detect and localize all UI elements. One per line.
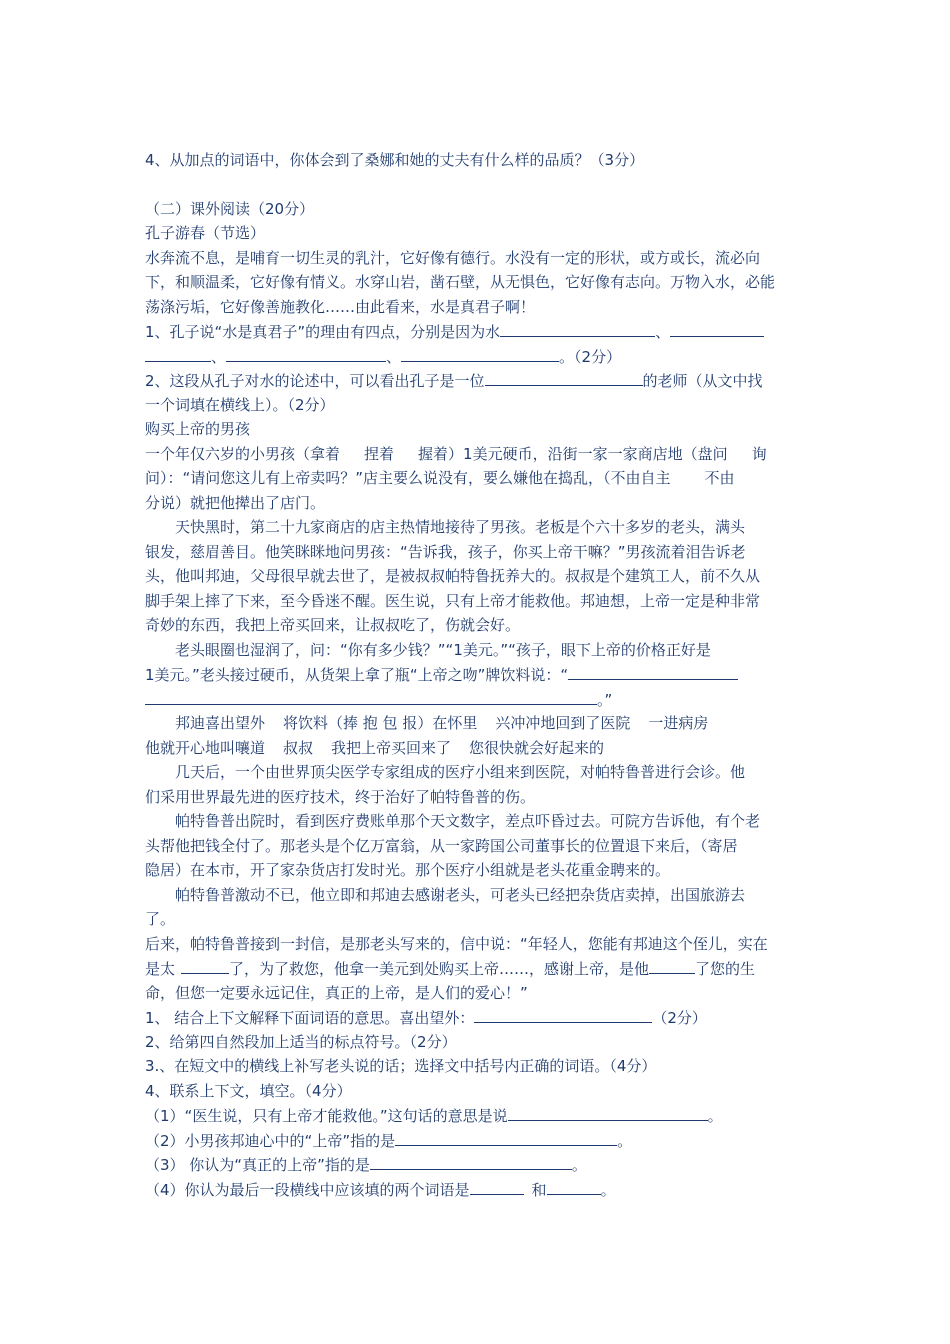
question-1 (145, 1005, 807, 1030)
text-span: 握着）1美元硬币，沿街一家一家商店地（盘问 (418, 444, 728, 463)
question-4-sub-1 (145, 1103, 807, 1128)
answer-blank[interactable] (547, 1177, 601, 1195)
text-span: 一进病房 (648, 714, 709, 732)
text-span: 是太 (145, 960, 176, 978)
answer-blank[interactable] (568, 662, 738, 680)
text-span: 。” (597, 690, 613, 709)
p1-q1-separator: 、 (386, 347, 402, 366)
text-span: 捏着 (364, 444, 395, 463)
question-4: 4、联系上下文，填空。（4分） (145, 1081, 352, 1100)
passage-2-p8-line-1: 后来，帕特鲁普接到一封信，是那老头写来的，信中说：“年轻人，您能有邦迪这个侄儿，实在 (145, 934, 768, 953)
answer-blank[interactable] (670, 319, 764, 337)
p1-q1-separator: 、 (211, 347, 227, 366)
worksheet-page (145, 148, 807, 1201)
text-span: 一个年仅六岁的小男孩（拿着 (145, 444, 341, 463)
answer-blank[interactable] (474, 1005, 652, 1023)
question-4-sub-4 (145, 1177, 807, 1202)
passage-2-p3-line-3 (145, 687, 807, 712)
text-span: 。 (617, 1131, 633, 1150)
answer-blank[interactable] (649, 956, 695, 974)
passage-2-p8-line-3: 命，但您一定要永远记住，真正的上帝，是人们的爱心！” (145, 983, 528, 1002)
text-span: 我把上帝买回来了 (331, 738, 452, 757)
text-span: 询 (751, 444, 767, 463)
text-span: （2分） (652, 1009, 707, 1027)
answer-blank[interactable] (370, 1152, 572, 1170)
answer-blank[interactable] (145, 687, 597, 705)
text-span: （3） 你认为“真正的上帝”指的是 (145, 1156, 370, 1174)
text-span: （1）“医生说，只有上帝才能救他。”这句话的意思是说 (145, 1107, 508, 1125)
text-span: 兴冲冲地回到了医院 (495, 714, 631, 732)
p1-question-1-line-2 (145, 344, 807, 369)
passage-2-p2-line: 天快黑时，第二十九家商店的店主热情地接待了男孩。老板是个六十多岁的老头，满头 (175, 518, 746, 536)
question-2: 2、给第四自然段加上适当的标点符号。（2分） (145, 1032, 457, 1051)
passage-2-p7-line: 了。 (145, 910, 176, 928)
passage-1-line: 下，和顺温柔，它好像有情义。水穿山岩，凿石壁，从无惧色，它好像有志向。万物入水，必能 (145, 273, 776, 291)
text-span: 您很快就会好起来的 (469, 738, 605, 757)
text-span: 。 (707, 1107, 723, 1125)
passage-2-p1-line-3: 分说）就把他撵出了店门。 (145, 493, 326, 512)
passage-2-p2-line: 脚手架上摔了下来，至今昏迷不醒。医生说，只有上帝才能救他。邦迪想，上帝一定是种非常 (145, 591, 761, 610)
passage-2-p1-line-2 (145, 466, 807, 491)
text-span: 邦迪喜出望外 (175, 714, 266, 732)
passage-2-p6-line: 头帮他把钱全付了。那老头是个亿万富翁，从一家跨国公司董事长的位置退下来后，（寄居 (145, 836, 738, 855)
passage-2-p3-line-1: 老头眼圈也湿润了，问：“你有多少钱？”“1美元。”“孩子，眼下上帝的价格正好是 (175, 640, 711, 659)
passage-1-line: 荡涤污垢，它好像善施教化……由此看来，水是真君子啊！ (145, 297, 536, 316)
passage-2-title: 购买上帝的男孩 (145, 420, 251, 438)
p1-question-2-line-2: 一个词填在横线上）。（2分） (145, 395, 335, 414)
text-span: （2）小男孩邦迪心中的“上帝”指的是 (145, 1131, 396, 1150)
passage-2-p2-line: 银发，慈眉善目。他笑眯眯地问男孩：“告诉我，孩子，你买上帝干嘛？”男孩流着泪告诉老 (145, 542, 746, 561)
p1-q2-text-end: 的老师（从文中找 (642, 372, 763, 390)
passage-2-p3-line-2 (145, 662, 807, 687)
section-2-title: （二）课外阅读（20分） (145, 199, 315, 218)
text-span: 。 (600, 1180, 616, 1199)
text-span: 不由 (704, 469, 735, 487)
text-span: 问）：“请问您这儿有上帝卖吗？”店主要么说没有，要么嫌他在捣乱，（不由自主 (145, 469, 671, 487)
text-span: 了您的生 (695, 960, 756, 978)
passage-2-p2-line: 奇妙的东西，我把上帝买回来，让叔叔吃了，伤就会好。 (145, 616, 521, 634)
text-span: （4）你认为最后一段横线中应该填的两个词语是 (145, 1180, 470, 1199)
answer-blank[interactable] (470, 1177, 524, 1195)
p1-question-1-line-1 (145, 319, 807, 344)
answer-blank[interactable] (500, 319, 655, 337)
text-span: 他就开心地叫嚷道 (145, 738, 266, 757)
passage-2-p4-line-1 (145, 711, 807, 736)
p1-q2-text: 2、这段从孔子对水的论述中，可以看出孔子是一位 (145, 372, 485, 390)
text-span: 。 (571, 1156, 587, 1174)
passage-2-p2-line: 头，他叫邦迪，父母很早就去世了，是被叔叔帕特鲁抚养大的。叔叔是个建筑工人，前不久从 (145, 567, 761, 585)
answer-blank[interactable] (145, 344, 211, 362)
question-4-sub-2 (145, 1128, 807, 1153)
passage-1-line: 水奔流不息，是哺育一切生灵的乳汁，它好像有德行。水没有一定的形状，或方或长，流必向 (145, 248, 761, 267)
answer-blank[interactable] (485, 368, 643, 386)
answer-blank[interactable] (181, 956, 229, 974)
question-4-top: 4、从加点的词语中，你体会到了桑娜和她的丈夫有什么样的品质？（3分） (145, 151, 645, 169)
answer-blank[interactable] (226, 344, 386, 362)
p1-question-2-line-1 (145, 368, 807, 393)
passage-2-p5-line: 几天后，一个由世界顶尖医学专家组成的医疗小组来到医院，对帕特鲁普进行会诊。他 (175, 763, 746, 781)
text-span: 将饮料（捧 抱 包 报）在怀里 (283, 714, 478, 732)
text-span: 和 (531, 1180, 547, 1199)
passage-2-p6-line: 隐居）在本市，开了家杂货店打发时光。那个医疗小组就是老头花重金聘来的。 (145, 861, 671, 879)
passage-2-p5-line: 们采用世界最先进的医疗技术，终于治好了帕特鲁普的伤。 (145, 787, 536, 806)
passage-1-title: 孔子游春（节选） (145, 224, 266, 242)
passage-2-p6-line: 帕特鲁普出院时，看到医疗费账单那个天文数字，差点吓昏过去。可院方告诉他，有个老 (175, 812, 761, 830)
answer-blank[interactable] (508, 1103, 708, 1121)
answer-blank[interactable] (401, 344, 559, 362)
answer-blank[interactable] (395, 1128, 617, 1146)
question-3: 3.、在短文中的横线上补写老头说的话；选择文中括号内正确的词语。（4分） (145, 1057, 657, 1075)
p1-q1-end: 。（2分） (559, 347, 622, 366)
passage-2-p4-line-2 (145, 736, 807, 761)
text-span: 了，为了救您，他拿一美元到处购买上帝……，感谢上帝，是他 (229, 960, 650, 978)
p1-q1-text: 1、孔子说“水是真君子”的理由有四点，分别是因为水 (145, 323, 501, 341)
text-span: 1美元。”老头接过硬币，从货架上拿了瓶“上帝之吻”牌饮料说：“ (145, 666, 569, 684)
passage-2-p1-line-1 (145, 442, 807, 467)
text-span: 1、 结合上下文解释下面词语的意思。喜出望外： (145, 1009, 475, 1027)
question-4-sub-3 (145, 1152, 807, 1177)
passage-2-p8-line-2 (145, 956, 807, 981)
spacer (145, 173, 807, 197)
p1-q1-separator: 、 (655, 323, 671, 341)
text-span: 叔叔 (283, 738, 314, 757)
passage-2-p7-line: 帕特鲁普激动不已，他立即和邦迪去感谢老头，可老头已经把杂货店卖掉，出国旅游去 (175, 885, 746, 904)
